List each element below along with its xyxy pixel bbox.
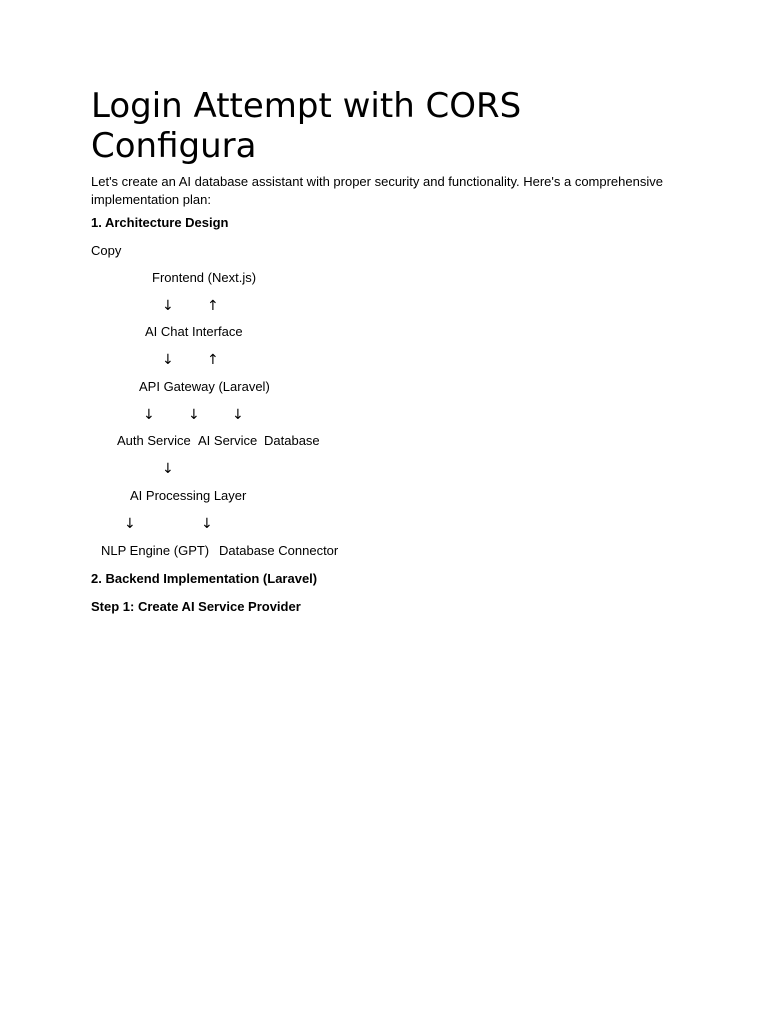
section-heading-backend: 2. Backend Implementation (Laravel) [91, 571, 318, 586]
section-heading-architecture: 1. Architecture Design [91, 215, 229, 230]
arrow-up-icon: ↑ [207, 352, 219, 368]
arrow-down-icon: ↓ [188, 407, 200, 423]
diagram-node-database-connector: Database Connector [219, 543, 339, 558]
diagram-node-frontend: Frontend (Next.js) [152, 270, 257, 285]
diagram-node-nlp-engine: NLP Engine (GPT) [101, 543, 210, 558]
diagram-node-auth-service: Auth Service [117, 433, 191, 448]
architecture-diagram [91, 240, 491, 560]
intro-paragraph: Let's create an AI database assistant with proper security and functionality. Here's a comprehensive implementation plan: [91, 174, 663, 207]
diagram-node-database: Database [264, 433, 320, 448]
page-title: Login Attempt with CORS Configura [91, 86, 522, 166]
arrow-down-icon: ↓ [201, 516, 213, 532]
arrow-down-icon: ↓ [124, 516, 136, 532]
diagram-node-chat-interface: AI Chat Interface [145, 324, 243, 339]
arrow-down-icon: ↓ [162, 298, 174, 314]
copy-button[interactable]: Copy [91, 243, 122, 258]
document-page [91, 86, 691, 209]
diagram-node-processing-layer: AI Processing Layer [130, 488, 247, 503]
arrow-down-icon: ↓ [162, 461, 174, 477]
step-heading-service-provider: Step 1: Create AI Service Provider [91, 599, 301, 614]
arrow-down-icon: ↓ [232, 407, 244, 423]
arrow-down-icon: ↓ [162, 352, 174, 368]
diagram-node-ai-service: AI Service [198, 433, 258, 448]
arrow-down-icon: ↓ [143, 407, 155, 423]
arrow-up-icon: ↑ [207, 298, 219, 314]
diagram-node-api-gateway: API Gateway (Laravel) [139, 379, 270, 394]
